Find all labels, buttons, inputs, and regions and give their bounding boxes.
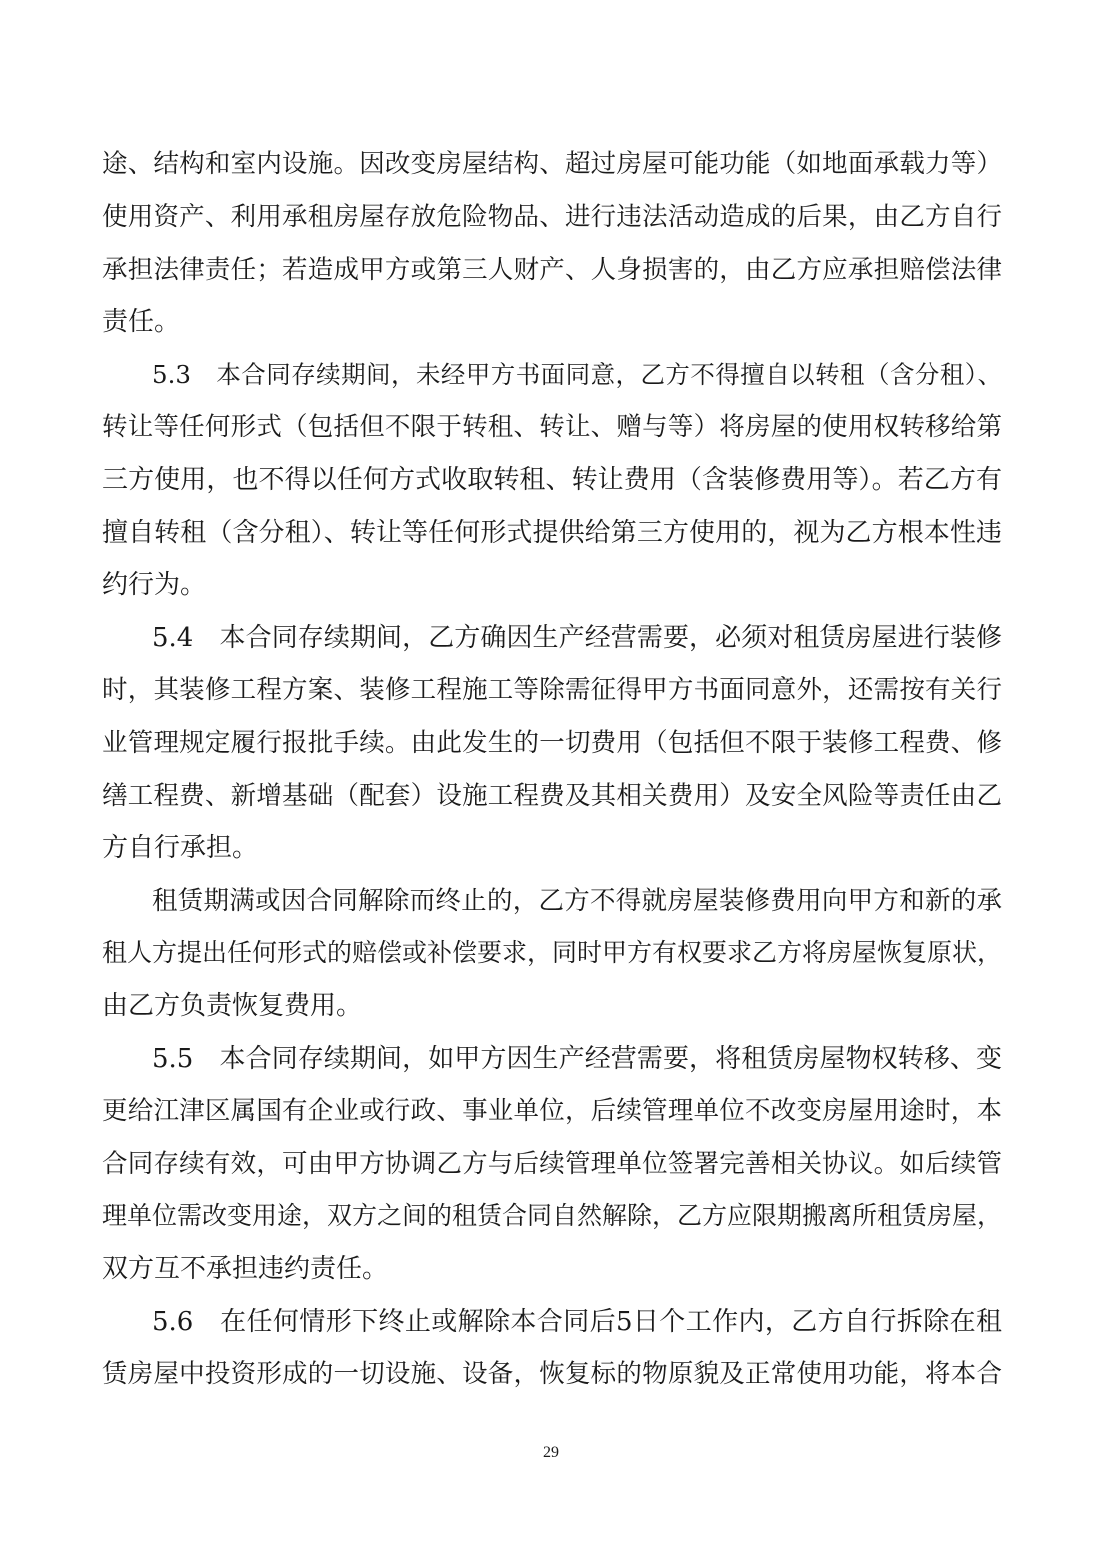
paragraph-line: 由乙方负责恢复费用。: [102, 991, 363, 1021]
paragraph-line: 转让等任何形式（包括但不限于转租、转让、赠与等）将房屋的使用权转移给第: [102, 412, 1002, 442]
paragraph-line: 双方互不承担违约责任。: [102, 1254, 389, 1284]
paragraph-line: 缮工程费、新增基础（配套）设施工程费及其相关费用）及安全风险等责任由乙: [102, 781, 1002, 811]
paragraph-line: 租人方提出任何形式的赔偿或补偿要求，同时甲方有权要求乙方将房屋恢复原状，: [102, 938, 1003, 967]
paragraph-line: 三方使用，也不得以任何方式收取转租、转让费用（含装修费用等）。若乙方有: [102, 465, 1002, 495]
clause-5-4-first-line: 5.4 本合同存续期间，乙方确因生产经营需要，必须对租赁房屋进行装修: [152, 623, 1002, 653]
paragraph-line: 赁房屋中投资形成的一切设施、设备，恢复标的物原貌及正常使用功能，将本合: [102, 1359, 1002, 1389]
paragraph-line: 业管理规定履行报批手续。由此发生的一切费用（包括但不限于装修工程费、修: [102, 728, 1002, 758]
paragraph-line: 途、结构和室内设施。因改变房屋结构、超过房屋可能功能（如地面承载力等）: [102, 149, 1002, 179]
paragraph-line: 合同存续有效，可由甲方协调乙方与后续管理单位签署完善相关协议。如后续管: [102, 1149, 1002, 1179]
clause-5-3-first-line: 5.3 本合同存续期间，未经甲方书面同意，乙方不得擅自以转租（含分租）、: [152, 360, 1002, 389]
paragraph-line: 方自行承担。: [102, 833, 259, 863]
paragraph-first-line: 租赁期满或因合同解除而终止的，乙方不得就房屋装修费用向甲方和新的承: [152, 886, 1002, 916]
paragraph-line: 责任。: [102, 307, 181, 337]
paragraph-line: 承担法律责任；若造成甲方或第三人财产、人身损害的，由乙方应承担赔偿法律: [102, 255, 1002, 285]
page-number: 29: [543, 1444, 559, 1461]
clause-5-6-first-line: 5.6 在任何情形下终止或解除本合同后5日个工作内，乙方自行拆除在租: [152, 1307, 1002, 1337]
clause-5-5-first-line: 5.5 本合同存续期间，如甲方因生产经营需要，将租赁房屋物权转移、变: [152, 1044, 1002, 1074]
paragraph-line: 擅自转租（含分租）、转让等任何形式提供给第三方使用的，视为乙方根本性违: [102, 518, 1002, 548]
paragraph-line: 更给江津区属国有企业或行政、事业单位，后续管理单位不改变房屋用途时，本: [102, 1096, 1002, 1126]
paragraph-line: 约行为。: [102, 570, 207, 600]
paragraph-line: 使用资产、利用承租房屋存放危险物品、进行违法活动造成的后果，由乙方自行: [102, 202, 1002, 232]
paragraph-line: 理单位需改变用途，双方之间的租赁合同自然解除，乙方应限期搬离所租赁房屋，: [102, 1201, 1003, 1230]
paragraph-line: 时，其装修工程方案、装修工程施工等除需征得甲方书面同意外，还需按有关行: [102, 675, 1002, 705]
